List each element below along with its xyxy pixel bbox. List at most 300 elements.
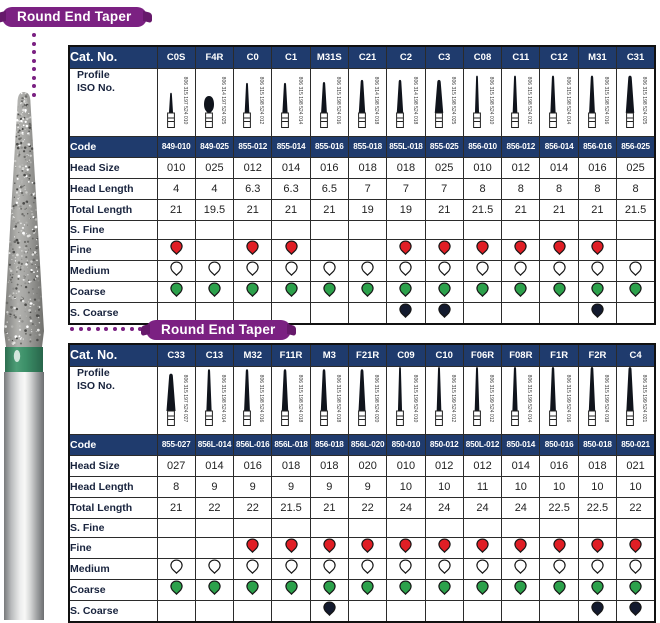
iso-number: 806 315 199 524 012 <box>488 374 494 423</box>
total-length-cell: 22.5 <box>578 497 616 518</box>
bur-shank <box>4 372 44 620</box>
grit-drop-green <box>285 580 298 595</box>
head-size-cell: 025 <box>617 157 655 178</box>
head-length-cell: 10 <box>578 476 616 497</box>
s-fine-cell <box>578 220 616 239</box>
total-length-cell: 21 <box>272 199 310 220</box>
head-length-cell: 8 <box>157 476 195 497</box>
total-length-cell: 21 <box>540 199 578 220</box>
s-fine-cell <box>578 518 616 537</box>
code-cell: 856-014 <box>540 136 578 157</box>
coarse-cell <box>348 579 386 600</box>
coarse-cell <box>617 281 655 302</box>
s-fine-cell <box>157 518 195 537</box>
head-size-cell: 014 <box>540 157 578 178</box>
fine-cell <box>463 239 501 260</box>
s-fine-cell <box>425 518 463 537</box>
grit-drop-green <box>476 580 489 595</box>
medium-cell <box>463 260 501 281</box>
profile-cell <box>272 68 310 136</box>
fine-cell <box>157 239 195 260</box>
iso-number: 806 315 198 524 025 <box>641 76 647 125</box>
iso-number: 806 315 198 524 012 <box>258 76 264 125</box>
grit-drop-red <box>285 240 298 255</box>
s-fine-cell <box>310 518 348 537</box>
fine-cell <box>578 239 616 260</box>
code-cell: 856-025 <box>617 136 655 157</box>
profile-cell <box>348 68 386 136</box>
coarse-cell <box>387 579 425 600</box>
medium-cell <box>502 558 540 579</box>
grit-drop-red <box>591 538 604 553</box>
medium-cell <box>272 558 310 579</box>
iso-number: 806 315 198 524 018 <box>335 374 341 423</box>
grit-drop-green <box>438 282 451 297</box>
s-coarse-cell <box>348 600 386 622</box>
coarse-cell <box>234 579 272 600</box>
medium-cell <box>425 260 463 281</box>
grit-drop-white <box>361 559 374 574</box>
head-size-cell: 016 <box>578 157 616 178</box>
grit-drop-black <box>399 303 412 318</box>
coarse-cell <box>157 281 195 302</box>
s-fine-cell <box>617 518 655 537</box>
head-length-cell: 10 <box>425 476 463 497</box>
medium-cell <box>578 260 616 281</box>
head-size-label: Head Size <box>69 157 157 178</box>
iso-number: 806 315 198 524 018 <box>297 374 303 423</box>
cat-code-header: C11 <box>502 46 540 68</box>
code-cell: 855-025 <box>425 136 463 157</box>
grit-drop-black <box>629 601 642 616</box>
grit-drop-red <box>629 538 642 553</box>
medium-cell <box>310 260 348 281</box>
grit-drop-red <box>361 538 374 553</box>
profile-cell <box>540 68 578 136</box>
grit-drop-red <box>170 240 183 255</box>
iso-number: 806 314 198 524 018 <box>373 76 379 125</box>
grit-drop-white <box>553 559 566 574</box>
code-cell: 855-012 <box>234 136 272 157</box>
code-cell: 856-018 <box>310 434 348 455</box>
grit-drop-green <box>438 580 451 595</box>
head-size-cell: 012 <box>463 455 501 476</box>
profile-cell <box>272 366 310 434</box>
head-length-cell: 9 <box>310 476 348 497</box>
total-length-cell: 21 <box>578 199 616 220</box>
coarse-cell <box>195 579 233 600</box>
s-fine-cell <box>195 518 233 537</box>
iso-number: 806 315 198 524 025 <box>450 76 456 125</box>
total-length-cell: 24 <box>387 497 425 518</box>
profile-iso-label: Profile ISO No. <box>69 68 157 136</box>
cat-code-header: C31 <box>617 46 655 68</box>
grit-drop-red <box>323 538 336 553</box>
cat-code-header: C3 <box>425 46 463 68</box>
fine-cell <box>540 537 578 558</box>
s-fine-cell <box>234 220 272 239</box>
total-length-cell: 24 <box>425 497 463 518</box>
medium-cell <box>348 260 386 281</box>
fine-cell <box>234 239 272 260</box>
s-fine-cell <box>272 518 310 537</box>
s-fine-cell <box>387 518 425 537</box>
head-length-cell: 10 <box>540 476 578 497</box>
diamond-bur-photo <box>0 45 66 620</box>
fine-cell <box>195 537 233 558</box>
iso-number: 806 314 197 524 025 <box>220 76 226 125</box>
s-coarse-cell <box>310 600 348 622</box>
cat-code-header: C0S <box>157 46 195 68</box>
total-length-cell: 21 <box>157 199 195 220</box>
head-length-cell: 7 <box>348 178 386 199</box>
s-coarse-cell <box>157 600 195 622</box>
s-coarse-cell <box>387 600 425 622</box>
head-length-label: Head Length <box>69 178 157 199</box>
fine-cell <box>348 537 386 558</box>
grit-drop-black <box>591 303 604 318</box>
grit-drop-white <box>591 559 604 574</box>
head-size-cell: 012 <box>502 157 540 178</box>
profile-cell <box>195 366 233 434</box>
medium-cell <box>540 260 578 281</box>
grit-drop-green <box>629 282 642 297</box>
medium-cell <box>578 558 616 579</box>
total-length-cell: 21 <box>425 199 463 220</box>
bur-profile-icon <box>468 366 486 427</box>
grit-drop-red <box>553 240 566 255</box>
cat-code-header: M3 <box>310 344 348 366</box>
coarse-cell <box>502 281 540 302</box>
total-length-cell: 19 <box>387 199 425 220</box>
medium-cell <box>540 558 578 579</box>
head-length-cell: 9 <box>234 476 272 497</box>
code-cell: 856L-018 <box>272 434 310 455</box>
s-coarse-cell <box>502 600 540 622</box>
grit-drop-white <box>323 261 336 276</box>
s-coarse-cell <box>387 302 425 324</box>
profile-cell <box>540 366 578 434</box>
medium-cell <box>157 260 195 281</box>
bur-profile-icon <box>353 366 371 427</box>
s-fine-cell <box>502 518 540 537</box>
product-spec-table <box>68 343 656 623</box>
grit-drop-white <box>553 261 566 276</box>
bur-profile-icon <box>430 68 448 129</box>
profile-cell <box>502 366 540 434</box>
s-fine-cell <box>310 220 348 239</box>
fine-cell <box>387 537 425 558</box>
bur-profile-icon <box>162 366 180 427</box>
cat-code-header: F11R <box>272 344 310 366</box>
head-size-cell: 020 <box>348 455 386 476</box>
head-size-cell: 018 <box>310 455 348 476</box>
head-length-cell: 6.3 <box>234 178 272 199</box>
bur-head <box>4 92 44 347</box>
cat-code-header: C12 <box>540 46 578 68</box>
grit-drop-green <box>476 282 489 297</box>
bur-profile-icon <box>621 366 639 427</box>
grit-drop-green <box>553 580 566 595</box>
coarse-cell <box>272 281 310 302</box>
fine-cell <box>578 537 616 558</box>
coarse-cell <box>234 281 272 302</box>
grit-drop-green <box>208 580 221 595</box>
coarse-grit-band <box>5 347 43 372</box>
bur-profile-icon <box>506 68 524 129</box>
grit-drop-white <box>208 559 221 574</box>
medium-cell <box>234 558 272 579</box>
medium-cell <box>387 260 425 281</box>
bur-profile-icon <box>468 68 486 129</box>
total-length-cell: 22 <box>348 497 386 518</box>
s-coarse-cell <box>272 600 310 622</box>
grit-drop-green <box>246 282 259 297</box>
head-length-cell: 7 <box>425 178 463 199</box>
grit-drop-white <box>629 559 642 574</box>
head-length-cell: 8 <box>617 178 655 199</box>
medium-label: Medium <box>69 260 157 281</box>
grit-drop-green <box>514 282 527 297</box>
s-fine-cell <box>195 220 233 239</box>
iso-number: 806 315 197 524 027 <box>182 374 188 423</box>
s-fine-label: S. Fine <box>69 518 157 537</box>
s-fine-cell <box>540 518 578 537</box>
cat-code-header: C10 <box>425 344 463 366</box>
profile-cell <box>387 68 425 136</box>
code-cell: 855-014 <box>272 136 310 157</box>
grit-drop-green <box>514 580 527 595</box>
bur-profile-icon <box>315 366 333 427</box>
cat-no-header: Cat. No. <box>69 46 157 68</box>
fine-cell <box>195 239 233 260</box>
iso-number: 806 315 198 524 010 <box>488 76 494 125</box>
s-coarse-label: S. Coarse <box>69 302 157 324</box>
grit-drop-red <box>438 240 451 255</box>
cat-code-header: C0 <box>234 46 272 68</box>
code-cell: 850-018 <box>578 434 616 455</box>
decorative-dot <box>32 33 36 37</box>
decorative-dot <box>70 327 74 331</box>
grit-drop-red <box>246 240 259 255</box>
profile-cell <box>578 366 616 434</box>
cat-code-header: C1 <box>272 46 310 68</box>
medium-cell <box>195 558 233 579</box>
fine-cell <box>387 239 425 260</box>
fine-cell <box>348 239 386 260</box>
profile-cell <box>617 366 655 434</box>
profile-cell <box>578 68 616 136</box>
bur-profile-icon <box>238 68 256 129</box>
grit-drop-white <box>399 559 412 574</box>
s-coarse-cell <box>195 600 233 622</box>
grit-drop-white <box>361 261 374 276</box>
medium-cell <box>195 260 233 281</box>
head-size-cell: 014 <box>272 157 310 178</box>
grit-drop-white <box>323 559 336 574</box>
head-size-cell: 016 <box>540 455 578 476</box>
cat-code-header: C09 <box>387 344 425 366</box>
cat-code-header: C33 <box>157 344 195 366</box>
cat-code-header: C21 <box>348 46 386 68</box>
head-size-cell: 010 <box>463 157 501 178</box>
cat-no-header: Cat. No. <box>69 344 157 366</box>
fine-cell <box>272 537 310 558</box>
s-fine-cell <box>540 220 578 239</box>
cat-code-header: F1R <box>540 344 578 366</box>
bur-profile-icon <box>544 366 562 427</box>
coarse-cell <box>617 579 655 600</box>
grit-drop-red <box>399 538 412 553</box>
s-coarse-cell <box>463 600 501 622</box>
grit-drop-red <box>399 240 412 255</box>
profile-cell <box>348 366 386 434</box>
code-cell: 849-025 <box>195 136 233 157</box>
total-length-cell: 22 <box>234 497 272 518</box>
head-length-label: Head Length <box>69 476 157 497</box>
medium-cell <box>617 558 655 579</box>
grit-drop-green <box>170 580 183 595</box>
grit-drop-red <box>438 538 451 553</box>
code-cell: 855-018 <box>348 136 386 157</box>
total-length-cell: 22.5 <box>540 497 578 518</box>
head-size-cell: 018 <box>387 157 425 178</box>
bur-profile-icon <box>430 366 448 427</box>
section-ribbon-1 <box>2 7 147 27</box>
iso-number: 806 315 198 524 020 <box>373 374 379 423</box>
grit-drop-red <box>476 538 489 553</box>
s-fine-cell <box>463 220 501 239</box>
code-cell: 850-012 <box>425 434 463 455</box>
profile-cell <box>463 366 501 434</box>
profile-cell <box>157 366 195 434</box>
decorative-dot <box>87 327 91 331</box>
grit-drop-red <box>285 538 298 553</box>
head-size-cell: 021 <box>617 455 655 476</box>
total-length-cell: 21 <box>502 199 540 220</box>
bur-profile-icon <box>200 68 218 129</box>
head-size-cell: 027 <box>157 455 195 476</box>
medium-cell <box>502 260 540 281</box>
medium-cell <box>234 260 272 281</box>
code-cell: 856L-014 <box>195 434 233 455</box>
bur-profile-icon <box>276 68 294 129</box>
total-length-cell: 21 <box>157 497 195 518</box>
head-length-cell: 9 <box>348 476 386 497</box>
total-length-cell: 22 <box>195 497 233 518</box>
grit-drop-black <box>323 601 336 616</box>
s-fine-cell <box>617 220 655 239</box>
coarse-cell <box>387 281 425 302</box>
head-length-cell: 10 <box>387 476 425 497</box>
medium-cell <box>425 558 463 579</box>
fine-label: Fine <box>69 537 157 558</box>
head-size-cell: 018 <box>348 157 386 178</box>
head-length-cell: 4 <box>195 178 233 199</box>
code-cell: 850-016 <box>540 434 578 455</box>
iso-number: 806 315 199 524 010 <box>412 374 418 423</box>
head-length-cell: 8 <box>502 178 540 199</box>
medium-cell <box>310 558 348 579</box>
bur-profile-icon <box>315 68 333 129</box>
head-length-cell: 6.3 <box>272 178 310 199</box>
profile-cell <box>617 68 655 136</box>
iso-number: 806 315 198 524 016 <box>603 76 609 125</box>
grit-drop-red <box>553 538 566 553</box>
s-coarse-cell <box>578 600 616 622</box>
bur-profile-icon <box>276 366 294 427</box>
s-fine-cell <box>502 220 540 239</box>
grit-drop-red <box>246 538 259 553</box>
s-fine-cell <box>387 220 425 239</box>
cat-code-header: C2 <box>387 46 425 68</box>
head-size-cell: 025 <box>195 157 233 178</box>
code-cell: 850-021 <box>617 434 655 455</box>
decorative-dot <box>121 327 125 331</box>
total-length-label: Total Length <box>69 199 157 220</box>
decorative-dot <box>79 327 83 331</box>
iso-number: 806 315 198 524 016 <box>335 76 341 125</box>
grit-drop-white <box>438 261 451 276</box>
grit-drop-white <box>514 261 527 276</box>
grit-drop-green <box>170 282 183 297</box>
medium-cell <box>157 558 195 579</box>
coarse-cell <box>540 579 578 600</box>
profile-cell <box>157 68 195 136</box>
iso-number: 806 315 198 524 016 <box>258 374 264 423</box>
profile-cell <box>310 68 348 136</box>
s-coarse-cell <box>617 600 655 622</box>
cat-code-header: C13 <box>195 344 233 366</box>
coarse-label: Coarse <box>69 579 157 600</box>
s-fine-cell <box>234 518 272 537</box>
grit-drop-green <box>361 580 374 595</box>
total-length-label: Total Length <box>69 497 157 518</box>
iso-number: 806 315 199 524 012 <box>450 374 456 423</box>
cat-code-header: F08R <box>502 344 540 366</box>
total-length-cell: 21 <box>310 199 348 220</box>
cat-code-header: C4 <box>617 344 655 366</box>
bur-profile-icon <box>544 68 562 129</box>
profile-cell <box>387 366 425 434</box>
grit-drop-white <box>399 261 412 276</box>
code-row-label: Code <box>69 136 157 157</box>
medium-cell <box>617 260 655 281</box>
total-length-cell: 22 <box>617 497 655 518</box>
bur-profile-icon <box>200 366 218 427</box>
profile-cell <box>195 68 233 136</box>
grit-drop-green <box>285 282 298 297</box>
grit-drop-white <box>285 559 298 574</box>
medium-cell <box>387 558 425 579</box>
coarse-cell <box>425 579 463 600</box>
cat-code-header: F21R <box>348 344 386 366</box>
grit-drop-white <box>476 261 489 276</box>
grit-drop-white <box>591 261 604 276</box>
s-fine-cell <box>157 220 195 239</box>
grit-drop-white <box>170 559 183 574</box>
head-size-cell: 010 <box>157 157 195 178</box>
head-length-cell: 9 <box>272 476 310 497</box>
head-length-cell: 4 <box>157 178 195 199</box>
fine-cell <box>463 537 501 558</box>
code-cell: 856-012 <box>502 136 540 157</box>
head-size-cell: 025 <box>425 157 463 178</box>
code-cell: 855-016 <box>310 136 348 157</box>
grit-drop-white <box>476 559 489 574</box>
medium-cell <box>272 260 310 281</box>
total-length-cell: 21.5 <box>272 497 310 518</box>
